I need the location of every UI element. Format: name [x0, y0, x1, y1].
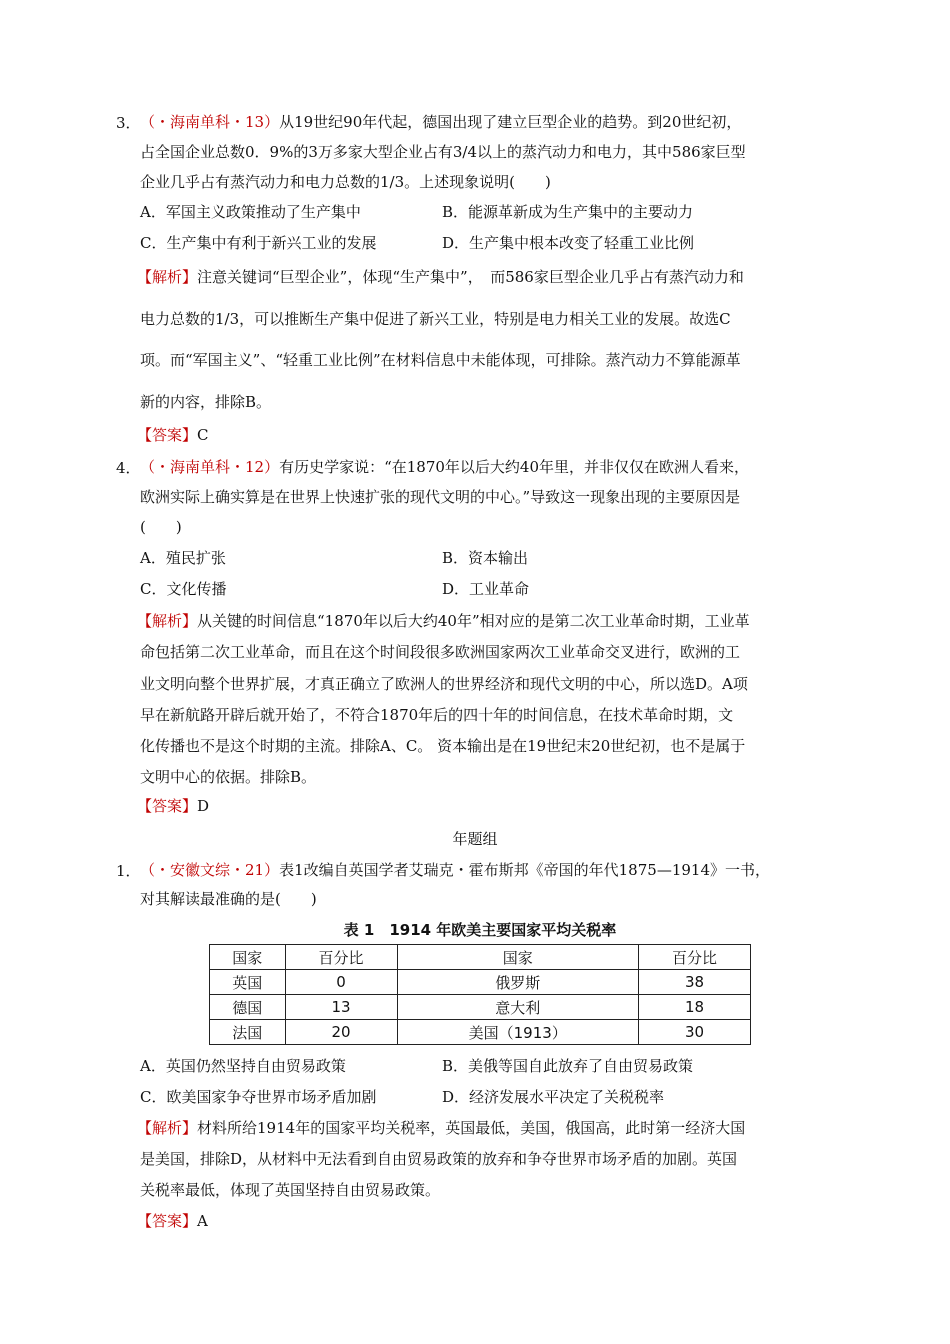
question-stem-line: 对其解读最准确的是( ) [140, 890, 317, 908]
analysis-line: 是美国，排除D，从材料中无法看到自由贸易政策的放弃和争夺世界市场矛盾的加剧。英国 [140, 1150, 738, 1168]
option-a: A．军国主义政策推动了生产集中 [140, 203, 361, 221]
table-cell: 18 [638, 995, 750, 1020]
option-d: D．生产集中根本改变了轻重工业比例 [442, 234, 695, 252]
analysis-text: 注意关键词“巨型企业”，体现“生产集中”， 而586家巨型企业几乎占有蒸汽动力和 [197, 268, 744, 286]
stem-text: 表1改编自英国学者艾瑞克・霍布斯邦《帝国的年代1875—1914》一书， [279, 861, 770, 879]
analysis-line: 文明中心的依据。排除B。 [140, 768, 317, 786]
table-cell: 13 [285, 995, 397, 1020]
analysis-tag: 【解析】 [137, 268, 198, 286]
table-cell: 20 [285, 1020, 397, 1045]
answer-value: C [197, 426, 209, 444]
option-c: C．欧美国家争夺世界市场矛盾加剧 [140, 1088, 377, 1106]
analysis-tag: 【解析】 [137, 1119, 198, 1137]
analysis-line [137, 267, 744, 287]
section-title: 年题组 [452, 830, 498, 848]
answer-line [137, 425, 209, 445]
analysis-tag: 【解析】 [137, 612, 198, 630]
table-header-cell: 国家 [397, 945, 638, 970]
option-d: D．经济发展水平决定了关税税率 [442, 1088, 665, 1106]
option-b: B．美俄等国自此放弃了自由贸易政策 [442, 1057, 694, 1075]
analysis-line: 电力总数的1/3，可以推断生产集中促进了新兴工业，特别是电力相关工业的发展。故选C [140, 310, 731, 328]
table-cell: 俄罗斯 [397, 970, 638, 995]
table-row [210, 1020, 751, 1045]
table-header-row [210, 945, 751, 970]
answer-line [137, 1211, 208, 1231]
analysis-line: 命包括第二次工业革命，而且在这个时间段很多欧洲国家两次工业革命交叉进行，欧洲的工 [140, 643, 741, 661]
stem-text: 有历史学家说：“在1870年以后大约40年里，并非仅仅在欧洲人看来， [279, 458, 750, 476]
option-d: D．工业革命 [442, 580, 530, 598]
question-stem-line [140, 457, 749, 477]
analysis-text: 从关键的时间信息“1870年以后大约40年”相对应的是第二次工业革命时期，工业革 [197, 612, 750, 630]
analysis-line: 项。而“军国主义”、“轻重工业比例”在材料信息中未能体现，可排除。蒸汽动力不算能源革 [140, 351, 741, 369]
table-header-cell: 百分比 [285, 945, 397, 970]
question-source: （・海南单科・13） [140, 113, 280, 131]
answer-value: D [197, 797, 210, 815]
option-a: A．殖民扩张 [140, 549, 226, 567]
analysis-line: 关税率最低，体现了英国坚持自由贸易政策。 [140, 1181, 441, 1199]
answer-tag: 【答案】 [137, 426, 198, 444]
analysis-line: 早在新航路开辟后就开始了，不符合1870年后的四十年的时间信息，在技术革命时期，文 [140, 706, 734, 724]
analysis-line: 化传播也不是这个时期的主流。排除A、C。 资本输出是在19世纪末20世纪初，也不是属于 [140, 737, 746, 755]
answer-tag: 【答案】 [137, 797, 198, 815]
analysis-line [137, 1118, 745, 1138]
question-number: 3． [116, 114, 141, 132]
table-row [210, 970, 751, 995]
question-source: （・安徽文综・21） [140, 861, 280, 879]
table-cell: 法国 [210, 1020, 286, 1045]
analysis-line [137, 611, 750, 631]
question-stem-line: 企业几乎占有蒸汽动力和电力总数的1/3。上述现象说明( ) [140, 173, 551, 191]
table-cell: 美国（1913） [397, 1020, 638, 1045]
option-b: B．资本输出 [442, 549, 529, 567]
question-number: 4． [116, 459, 141, 477]
table-cell: 英国 [210, 970, 286, 995]
answer-line [137, 796, 209, 816]
table-header-cell: 百分比 [638, 945, 750, 970]
table-cell: 38 [638, 970, 750, 995]
tariff-table [209, 944, 751, 1045]
question-stem-line [140, 860, 770, 880]
option-a: A．英国仍然坚持自由贸易政策 [140, 1057, 346, 1075]
table-cell: 意大利 [397, 995, 638, 1020]
option-c: C．文化传播 [140, 580, 227, 598]
question-number: 1． [116, 862, 141, 880]
question-stem-line: 欧洲实际上确实算是在世界上快速扩张的现代文明的中心。”导致这一现象出现的主要原因是 [140, 488, 741, 506]
analysis-text: 材料所给1914年的国家平均关税率，英国最低，美国，俄国高，此时第一经济大国 [197, 1119, 746, 1137]
table-row [210, 995, 751, 1020]
stem-text: 从19世纪90年代起，德国出现了建立巨型企业的趋势。到20世纪初， [279, 113, 742, 131]
question-source: （・海南单科・12） [140, 458, 280, 476]
question-stem-line: ( ) [140, 518, 182, 536]
answer-tag: 【答案】 [137, 1212, 198, 1230]
table-cell: 0 [285, 970, 397, 995]
option-b: B．能源革新成为生产集中的主要动力 [442, 203, 694, 221]
table-cell: 德国 [210, 995, 286, 1020]
analysis-line: 新的内容，排除B。 [140, 393, 272, 411]
question-stem-line: 占全国企业总数0．9%的3万多家大型企业占有3/4以上的蒸汽动力和电力，其中586家巨型 [140, 143, 746, 161]
question-stem-line [140, 112, 741, 132]
table-title: 表 1 1914 年欧美主要国家平均关税率 [343, 921, 617, 939]
analysis-line: 业文明向整个世界扩展，才真正确立了欧洲人的世界经济和现代文明的中心，所以选D。A项 [140, 675, 748, 693]
option-c: C．生产集中有利于新兴工业的发展 [140, 234, 377, 252]
table-header-cell: 国家 [210, 945, 286, 970]
answer-value: A [197, 1212, 208, 1230]
table-cell: 30 [638, 1020, 750, 1045]
